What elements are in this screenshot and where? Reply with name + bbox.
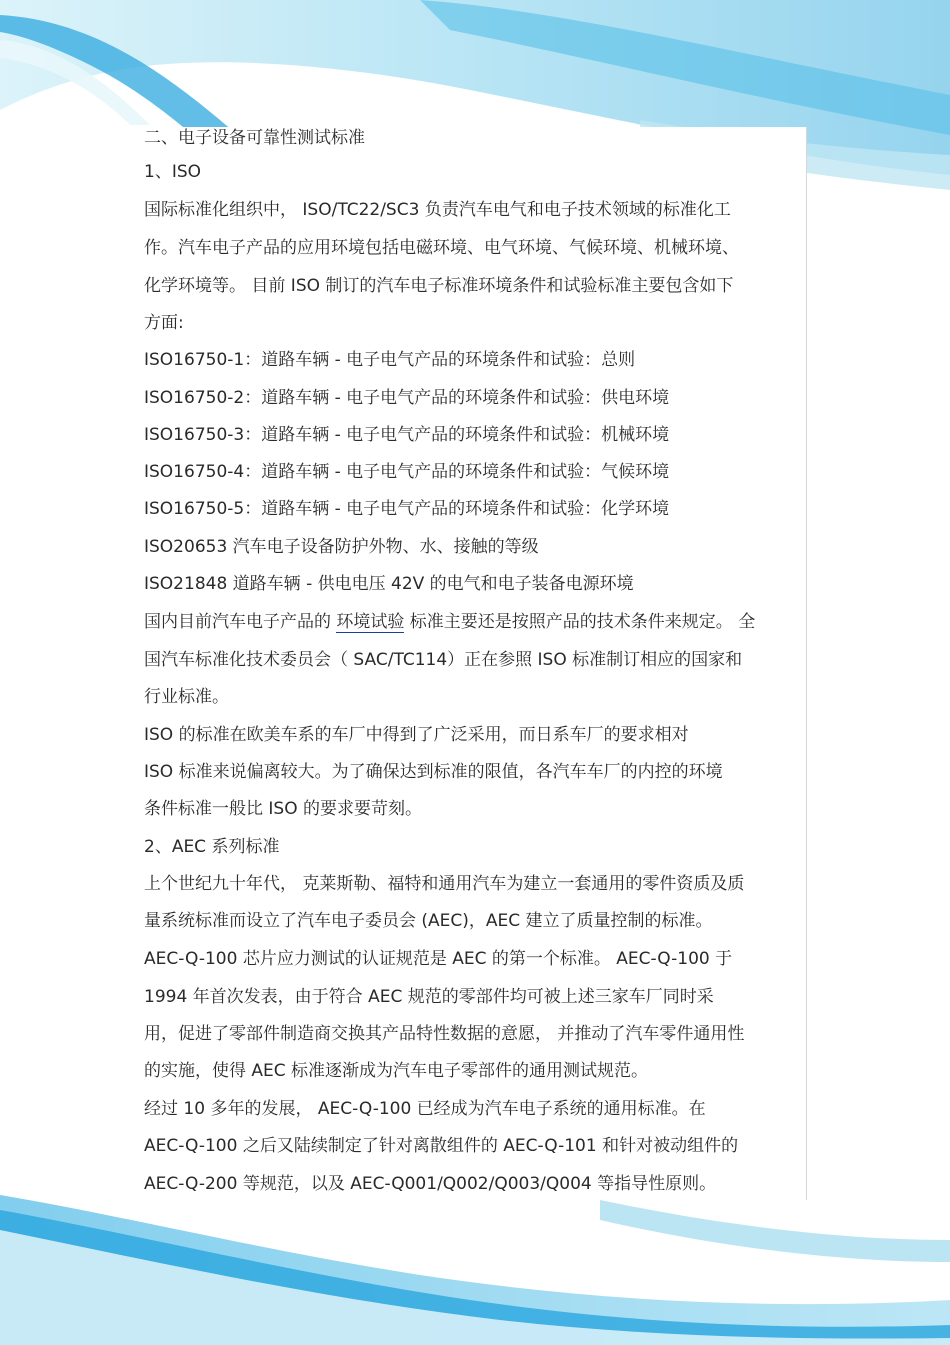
paragraph-line: 量系统标准而设立了汽车电子委员会 (AEC)，AEC 建立了质量控制的标准。 bbox=[144, 911, 713, 931]
paragraph-line: 化学环境等。 目前 ISO 制订的汽车电子标准环境条件和试验标准主要包含如下 bbox=[144, 276, 734, 296]
paragraph-line: 1994 年首次发表，由于符合 AEC 规范的零部件均可被上述三家车厂同时采 bbox=[144, 987, 714, 1007]
standard-list-item: ISO21848 道路车辆 - 供电电压 42V 的电气和电子装备电源环境 bbox=[144, 574, 634, 594]
paragraph-line: 上个世纪九十年代， 克莱斯勒、福特和通用汽车为建立一套通用的零件资质及质 bbox=[144, 874, 745, 894]
paragraph-line: 条件标准一般比 ISO 的要求要苛刻。 bbox=[144, 799, 422, 819]
line-text-after: 标准主要还是按照产品的技术条件来规定。 全 bbox=[404, 612, 756, 632]
standard-list-item: ISO20653 汽车电子设备防护外物、水、接触的等级 bbox=[144, 537, 539, 557]
subsection-heading: 2、AEC 系列标准 bbox=[144, 837, 280, 857]
paragraph-line: AEC-Q-100 芯片应力测试的认证规范是 AEC 的第一个标准。 AEC-Q-100 于 bbox=[144, 949, 733, 969]
standard-list-item: ISO16750-4：道路车辆 - 电子电气产品的环境条件和试验：气候环境 bbox=[144, 462, 670, 482]
paragraph-line: 的实施，使得 AEC 标准逐渐成为汽车电子零部件的通用测试规范。 bbox=[144, 1061, 649, 1081]
standard-list-item: ISO16750-5：道路车辆 - 电子电气产品的环境条件和试验：化学环境 bbox=[144, 499, 670, 519]
document-page bbox=[143, 127, 807, 1200]
paragraph-line: ISO 的标准在欧美车系的车厂中得到了广泛采用，而日系车厂的要求相对 bbox=[144, 725, 689, 745]
paragraph-line-with-link bbox=[144, 611, 755, 633]
standard-list-item: ISO16750-1：道路车辆 - 电子电气产品的环境条件和试验：总则 bbox=[144, 350, 636, 370]
paragraph-line: 行业标准。 bbox=[144, 687, 229, 707]
paragraph-line: 方面: bbox=[144, 313, 184, 333]
paragraph-line: ISO 标准来说偏离较大。为了确保达到标准的限值，各汽车车厂的内控的环境 bbox=[144, 762, 723, 782]
standard-list-item: ISO16750-2：道路车辆 - 电子电气产品的环境条件和试验：供电环境 bbox=[144, 388, 670, 408]
standard-list-item: ISO16750-3：道路车辆 - 电子电气产品的环境条件和试验：机械环境 bbox=[144, 425, 670, 445]
paragraph-line: 经过 10 多年的发展， AEC-Q-100 已经成为汽车电子系统的通用标准。在 bbox=[144, 1099, 706, 1119]
paragraph-line: AEC-Q-100 之后又陆续制定了针对离散组件的 AEC-Q-101 和针对被动组件的 bbox=[144, 1136, 739, 1156]
line-text-before: 国内目前汽车电子产品的 bbox=[144, 612, 337, 632]
paragraph-line: 作。汽车电子产品的应用环境包括电磁环境、电气环境、气候环境、机械环境、 bbox=[144, 238, 739, 258]
paragraph-line: 用，促进了零部件制造商交换其产品特性数据的意愿， 并推动了汽车零件通用性 bbox=[144, 1024, 745, 1044]
subsection-heading: 1、ISO bbox=[144, 162, 202, 182]
paragraph-line: 国际标准化组织中， ISO/TC22/SC3 负责汽车电气和电子技术领域的标准化工 bbox=[144, 200, 731, 220]
paragraph-line: AEC-Q-200 等规范，以及 AEC-Q001/Q002/Q003/Q004 等指导性原则。 bbox=[144, 1174, 717, 1194]
paragraph-line: 国汽车标准化技术委员会（ SAC/TC114）正在参照 ISO 标准制订相应的国家和 bbox=[144, 650, 743, 670]
section-heading: 二、电子设备可靠性测试标准 bbox=[144, 128, 365, 148]
environment-test-link[interactable]: 环境试验 bbox=[336, 612, 405, 632]
